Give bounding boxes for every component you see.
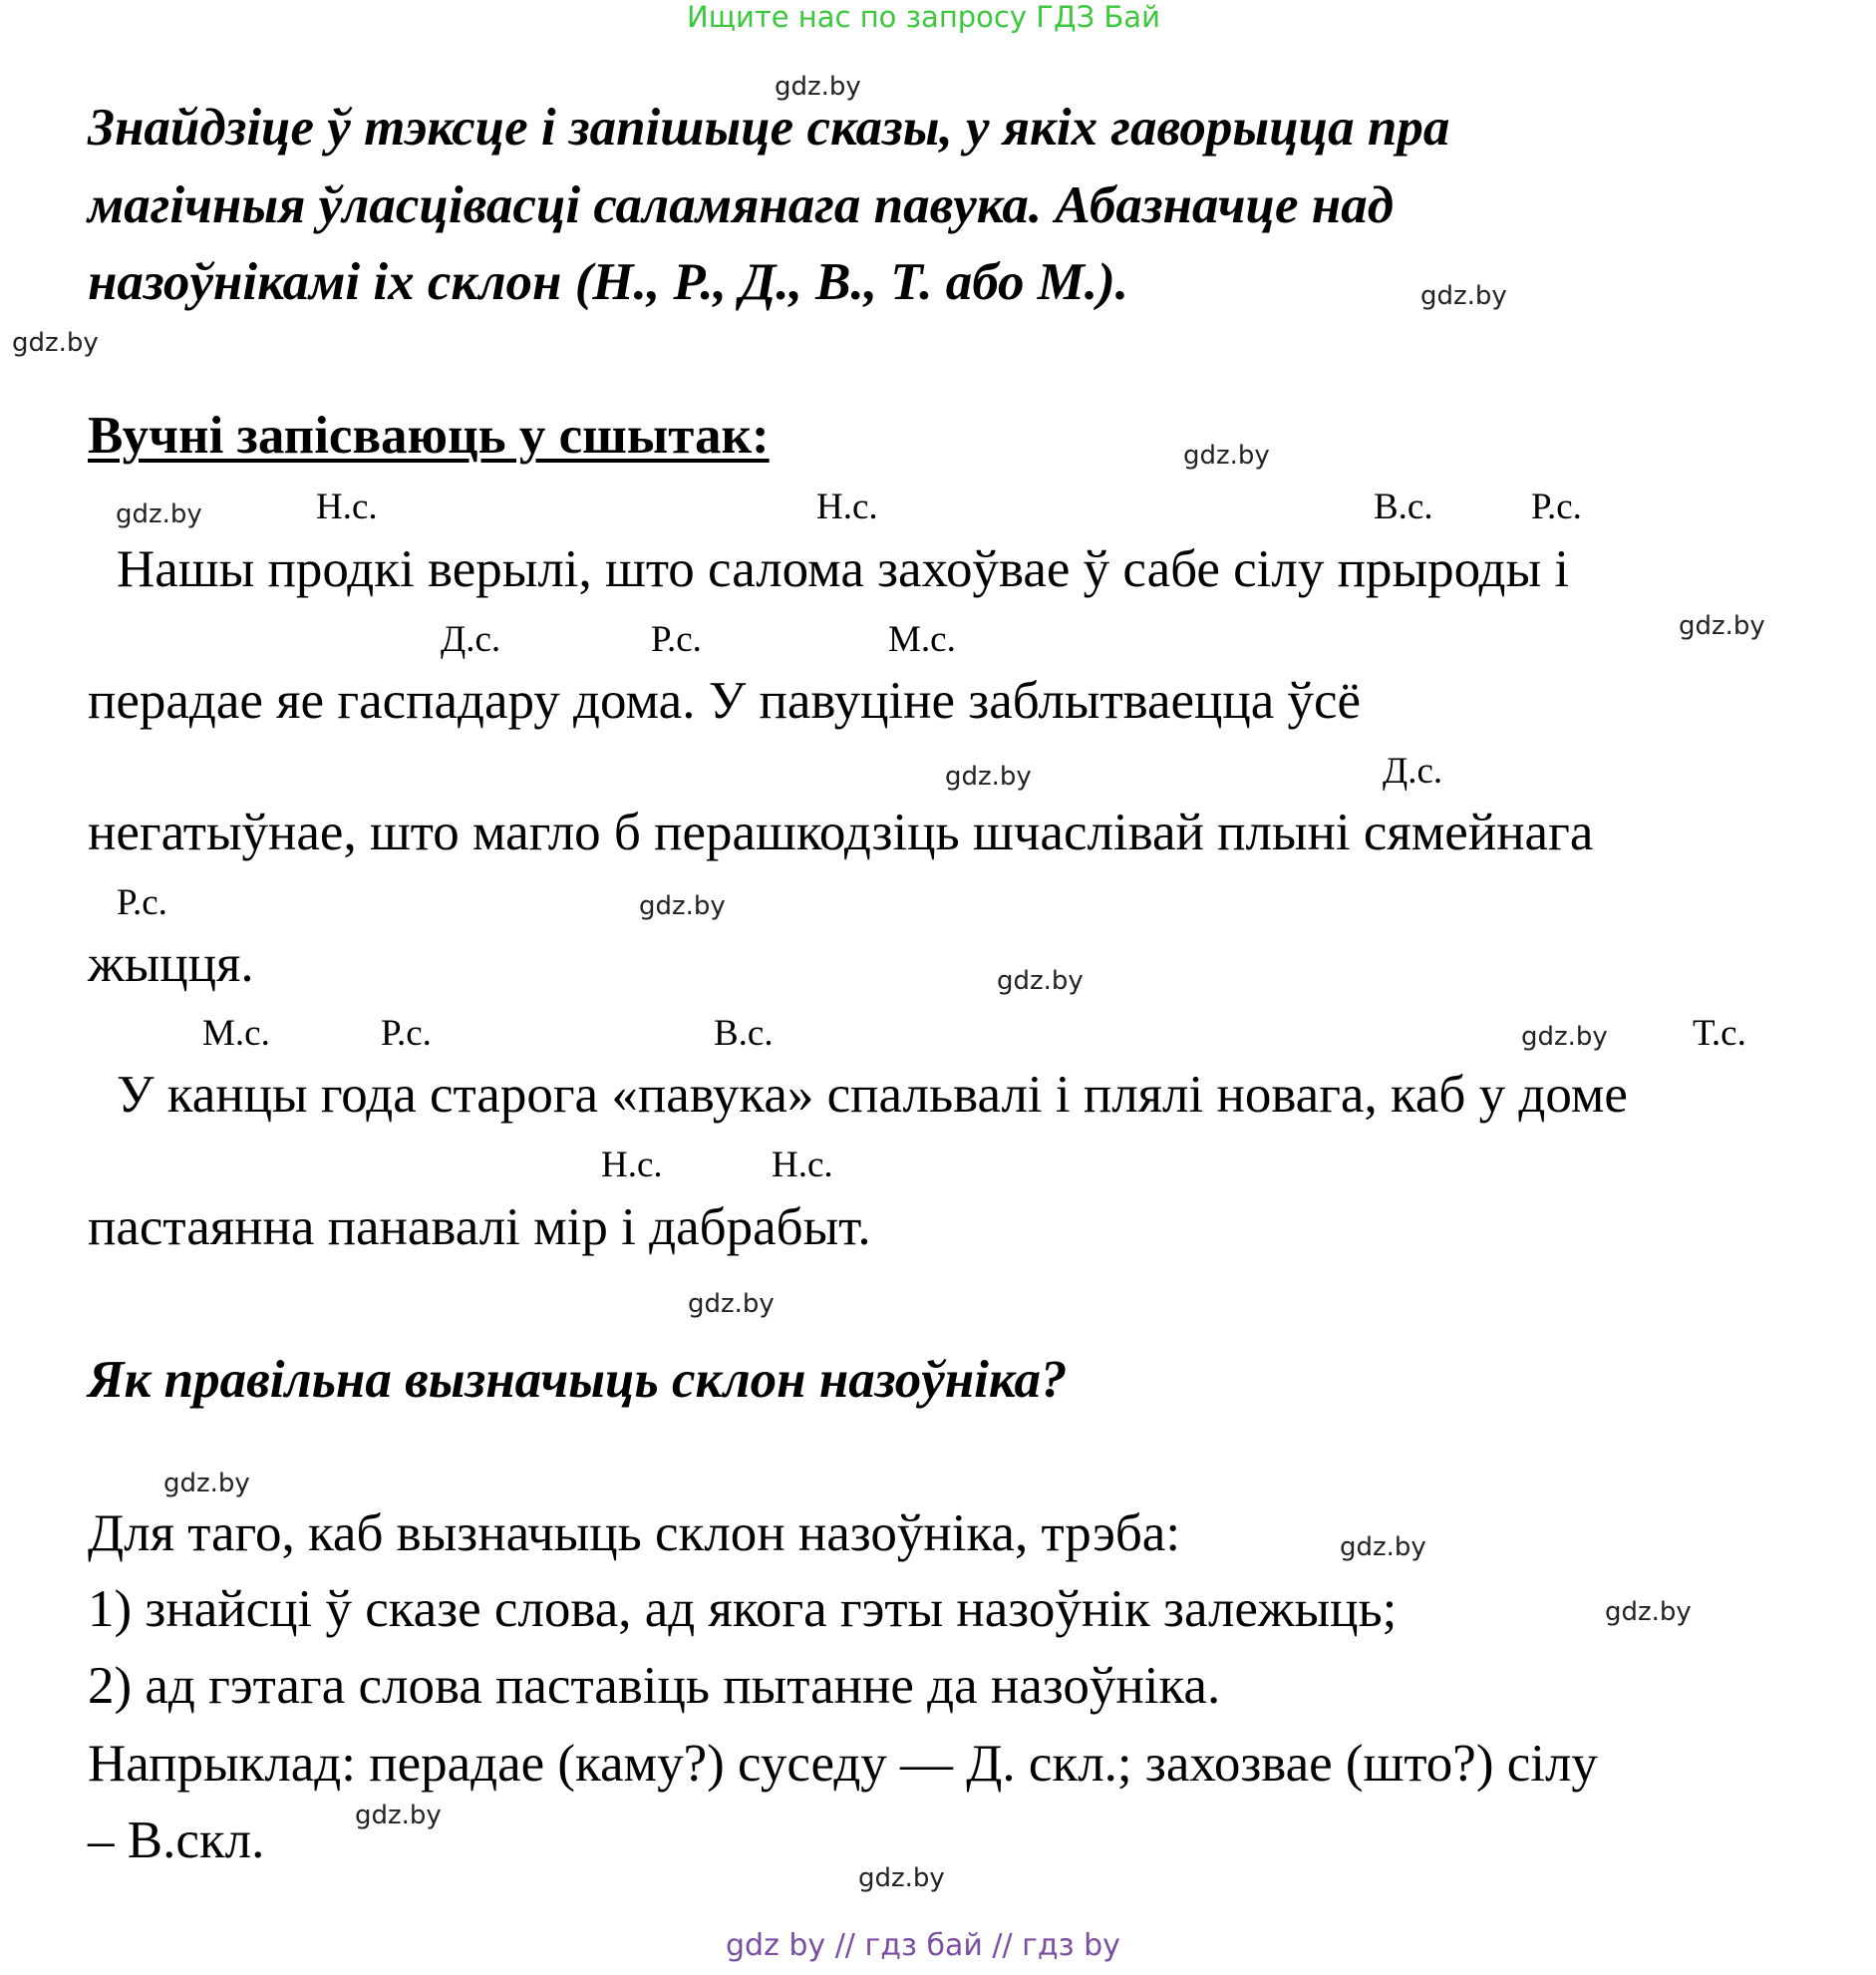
text-line: Нашы продкі верылі, што салома захоўвае ў сабе сілу прыроды і <box>117 540 1570 598</box>
case-label: Н.с. <box>816 487 878 527</box>
watermark: gdz.by <box>1420 281 1507 311</box>
rule-example: Напрыклад: перадае (каму?) суседу — Д. скл.; захозвае (што?) сілу <box>88 1735 1598 1793</box>
text-line: жыцця. <box>88 935 254 993</box>
watermark: gdz.by <box>355 1801 442 1830</box>
case-label: В.с. <box>714 1013 774 1054</box>
watermark: gdz.by <box>945 762 1032 792</box>
top-banner: Ищите нас по запросу ГДЗ Бай <box>687 0 1160 34</box>
section-heading: Вучні запісваюць у сшытак: <box>88 407 770 465</box>
case-label: М.с. <box>888 619 956 660</box>
watermark: gdz.by <box>1521 1022 1608 1052</box>
case-label: Н.с. <box>601 1145 663 1185</box>
watermark: gdz.by <box>1183 441 1270 471</box>
case-label: Р.с. <box>1531 487 1582 527</box>
task-line: магічныя ўласцівасці саламянага павука. Абазначце над <box>88 176 1395 234</box>
question-heading: Як правільна вызначыць склон назоўніка? <box>88 1351 1068 1409</box>
rule-intro: Для таго, каб вызначыць склон назоўніка, трэба: <box>88 1504 1181 1562</box>
watermark: gdz.by <box>775 72 861 102</box>
task-line: Знайдзіце ў тэксце і запішыце сказы, у якіх гаворыцца пра <box>88 99 1450 157</box>
case-label: М.с. <box>202 1013 270 1054</box>
case-label: Р.с. <box>381 1013 432 1054</box>
text-line: У канцы года старога «павука» спальвалі і плялі новага, каб у доме <box>117 1066 1628 1124</box>
watermark: gdz.by <box>997 966 1084 996</box>
rule-step: 2) ад гэтага слова паставіць пытанне да назоўніка. <box>88 1657 1221 1715</box>
text-line: пастаянна панавалі мір і дабрабыт. <box>88 1198 871 1256</box>
watermark: gdz.by <box>858 1863 945 1893</box>
case-label: Д.с. <box>1383 751 1443 792</box>
case-label: Д.с. <box>441 619 501 660</box>
case-label: Р.с. <box>651 619 702 660</box>
bottom-banner: gdz by // гдз бай // гдз by <box>726 1928 1120 1963</box>
watermark: gdz.by <box>163 1469 250 1498</box>
watermark: gdz.by <box>1340 1532 1426 1562</box>
text-line: перадае яе гаспадару дома. У павуціне заблытваецца ўсё <box>88 672 1362 730</box>
watermark: gdz.by <box>688 1289 775 1319</box>
watermark: gdz.by <box>1605 1597 1692 1627</box>
task-line: назоўнікамі іх склон (Н., Р., Д., В., Т. або М.). <box>88 253 1129 311</box>
case-label: Т.с. <box>1693 1013 1746 1054</box>
watermark: gdz.by <box>116 499 202 529</box>
text-line: негатыўнае, што магло б перашкодзіць шчаслівай плыні сямейнага <box>88 804 1594 861</box>
case-label: Н.с. <box>316 487 378 527</box>
case-label: В.с. <box>1374 487 1433 527</box>
rule-example: – В.скл. <box>88 1811 265 1869</box>
case-label: Р.с. <box>117 882 167 923</box>
rule-step: 1) знайсці ў сказе слова, ад якога гэты назоўнік залежыць; <box>88 1580 1398 1638</box>
case-label: Н.с. <box>772 1145 833 1185</box>
watermark: gdz.by <box>639 891 726 921</box>
watermark: gdz.by <box>1679 611 1765 641</box>
watermark: gdz.by <box>12 328 99 358</box>
